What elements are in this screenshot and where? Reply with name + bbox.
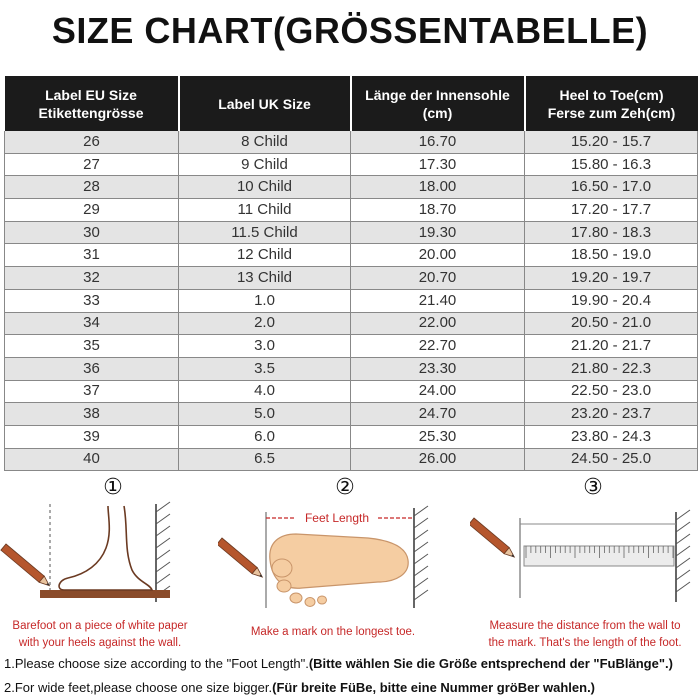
- table-row: [5, 448, 698, 471]
- uk-size-cell: 11.5 Child: [179, 221, 351, 244]
- heel-to-toe-cell: 19.20 - 19.7: [525, 267, 698, 290]
- header-uk-size: Label UK Size: [179, 76, 351, 131]
- heel-to-toe-cell: 21.80 - 22.3: [525, 357, 698, 380]
- table-row: [5, 425, 698, 448]
- heel-to-toe-cell: 24.50 - 25.0: [525, 448, 698, 471]
- uk-size-cell: 10 Child: [179, 176, 351, 199]
- table-row: [5, 176, 698, 199]
- table-row: [5, 289, 698, 312]
- step-1-number: ①: [103, 474, 123, 499]
- step-3-caption: Measure the distance from the wall to the mark. That's the length of the foot.: [488, 620, 682, 649]
- step-2-illustration: [218, 498, 448, 618]
- heel-to-toe-cell: 15.80 - 16.3: [525, 153, 698, 176]
- header-eu-size: Label EU Size Etikettengrösse: [5, 76, 179, 131]
- table-row: [5, 267, 698, 290]
- eu-size-cell: 28: [5, 176, 179, 199]
- insole-length-cell: 19.30: [351, 221, 525, 244]
- uk-size-cell: 9 Child: [179, 153, 351, 176]
- insole-length-cell: 22.70: [351, 335, 525, 358]
- step-3-illustration: [470, 498, 700, 618]
- insole-length-cell: 22.00: [351, 312, 525, 335]
- heel-to-toe-cell: 17.20 - 17.7: [525, 199, 698, 222]
- eu-size-cell: 36: [5, 357, 179, 380]
- step-3-number: ③: [583, 474, 603, 499]
- page-title: SIZE CHART(GRÖSSENTABELLE): [51, 10, 649, 51]
- insole-length-cell: 17.30: [351, 153, 525, 176]
- uk-size-cell: 3.0: [179, 335, 351, 358]
- uk-size-cell: 2.0: [179, 312, 351, 335]
- eu-size-cell: 34: [5, 312, 179, 335]
- table-row: [5, 153, 698, 176]
- pencil-icon: [1, 544, 52, 589]
- uk-size-cell: 13 Child: [179, 267, 351, 290]
- heel-to-toe-cell: 20.50 - 21.0: [525, 312, 698, 335]
- table-row: [5, 403, 698, 426]
- insole-length-cell: 21.40: [351, 289, 525, 312]
- eu-size-cell: 40: [5, 448, 179, 471]
- eu-size-cell: 39: [5, 425, 179, 448]
- table-row: [5, 221, 698, 244]
- table-row: [5, 131, 698, 153]
- size-table: [4, 76, 698, 471]
- step-2-number: ②: [335, 474, 355, 499]
- eu-size-cell: 37: [5, 380, 179, 403]
- heel-to-toe-cell: 18.50 - 19.0: [525, 244, 698, 267]
- insole-length-cell: 18.70: [351, 199, 525, 222]
- heel-to-toe-cell: 19.90 - 20.4: [525, 289, 698, 312]
- insole-length-cell: 20.00: [351, 244, 525, 267]
- step-2-caption: Make a mark on the longest toe.: [250, 626, 416, 638]
- paper-mat-icon: [40, 590, 170, 598]
- uk-size-cell: 5.0: [179, 403, 351, 426]
- uk-size-cell: 6.5: [179, 448, 351, 471]
- insole-length-cell: 24.00: [351, 380, 525, 403]
- eu-size-cell: 31: [5, 244, 179, 267]
- heel-to-toe-cell: 17.80 - 18.3: [525, 221, 698, 244]
- table-row: [5, 357, 698, 380]
- step-1-illustration: [0, 498, 200, 618]
- table-row: [5, 312, 698, 335]
- insole-length-cell: 23.30: [351, 357, 525, 380]
- eu-size-cell: 32: [5, 267, 179, 290]
- uk-size-cell: 12 Child: [179, 244, 351, 267]
- eu-size-cell: 33: [5, 289, 179, 312]
- heel-to-toe-cell: 23.20 - 23.7: [525, 403, 698, 426]
- heel-to-toe-cell: 22.50 - 23.0: [525, 380, 698, 403]
- table-row: [5, 244, 698, 267]
- heel-to-toe-cell: 16.50 - 17.0: [525, 176, 698, 199]
- heel-to-toe-cell: 23.80 - 24.3: [525, 425, 698, 448]
- insole-length-cell: 24.70: [351, 403, 525, 426]
- insole-length-cell: 25.30: [351, 425, 525, 448]
- table-header-row: [5, 76, 698, 131]
- pencil-icon: [218, 538, 265, 580]
- uk-size-cell: 3.5: [179, 357, 351, 380]
- feet-length-label: Feet Length: [304, 511, 370, 525]
- note-2: 2.For wide feet,please choose one size bigger.(Für breite FüBe, bitte eine Nummer gröBer wahlen.): [4, 680, 596, 695]
- step-1-caption: Barefoot on a piece of white paper with your heels against the wall.: [12, 620, 188, 649]
- uk-size-cell: 8 Child: [179, 131, 351, 153]
- heel-to-toe-cell: 21.20 - 21.7: [525, 335, 698, 358]
- ruler-icon: [524, 546, 674, 566]
- foot-side-icon: [59, 506, 152, 590]
- table-row: [5, 335, 698, 358]
- insole-length-cell: 20.70: [351, 267, 525, 290]
- insole-length-cell: 18.00: [351, 176, 525, 199]
- table-row: [5, 380, 698, 403]
- table-body: [5, 131, 698, 471]
- eu-size-cell: 30: [5, 221, 179, 244]
- insole-length-cell: 26.00: [351, 448, 525, 471]
- header-heel-to-toe: Heel to Toe(cm) Ferse zum Zeh(cm): [525, 76, 698, 131]
- pencil-icon: [470, 518, 517, 560]
- insole-length-cell: 16.70: [351, 131, 525, 153]
- uk-size-cell: 6.0: [179, 425, 351, 448]
- header-insole-length: Länge der Innensohle (cm): [351, 76, 525, 131]
- uk-size-cell: 1.0: [179, 289, 351, 312]
- table-row: [5, 199, 698, 222]
- heel-to-toe-cell: 15.20 - 15.7: [525, 131, 698, 153]
- uk-size-cell: 4.0: [179, 380, 351, 403]
- eu-size-cell: 26: [5, 131, 179, 153]
- eu-size-cell: 35: [5, 335, 179, 358]
- uk-size-cell: 11 Child: [179, 199, 351, 222]
- eu-size-cell: 38: [5, 403, 179, 426]
- note-1: 1.Please choose size according to the "Foot Length".(Bitte wählen Sie die Größe entsprechend der "FuBlänge".): [4, 656, 673, 671]
- eu-size-cell: 27: [5, 153, 179, 176]
- eu-size-cell: 29: [5, 199, 179, 222]
- foot-sole-icon: [270, 534, 408, 588]
